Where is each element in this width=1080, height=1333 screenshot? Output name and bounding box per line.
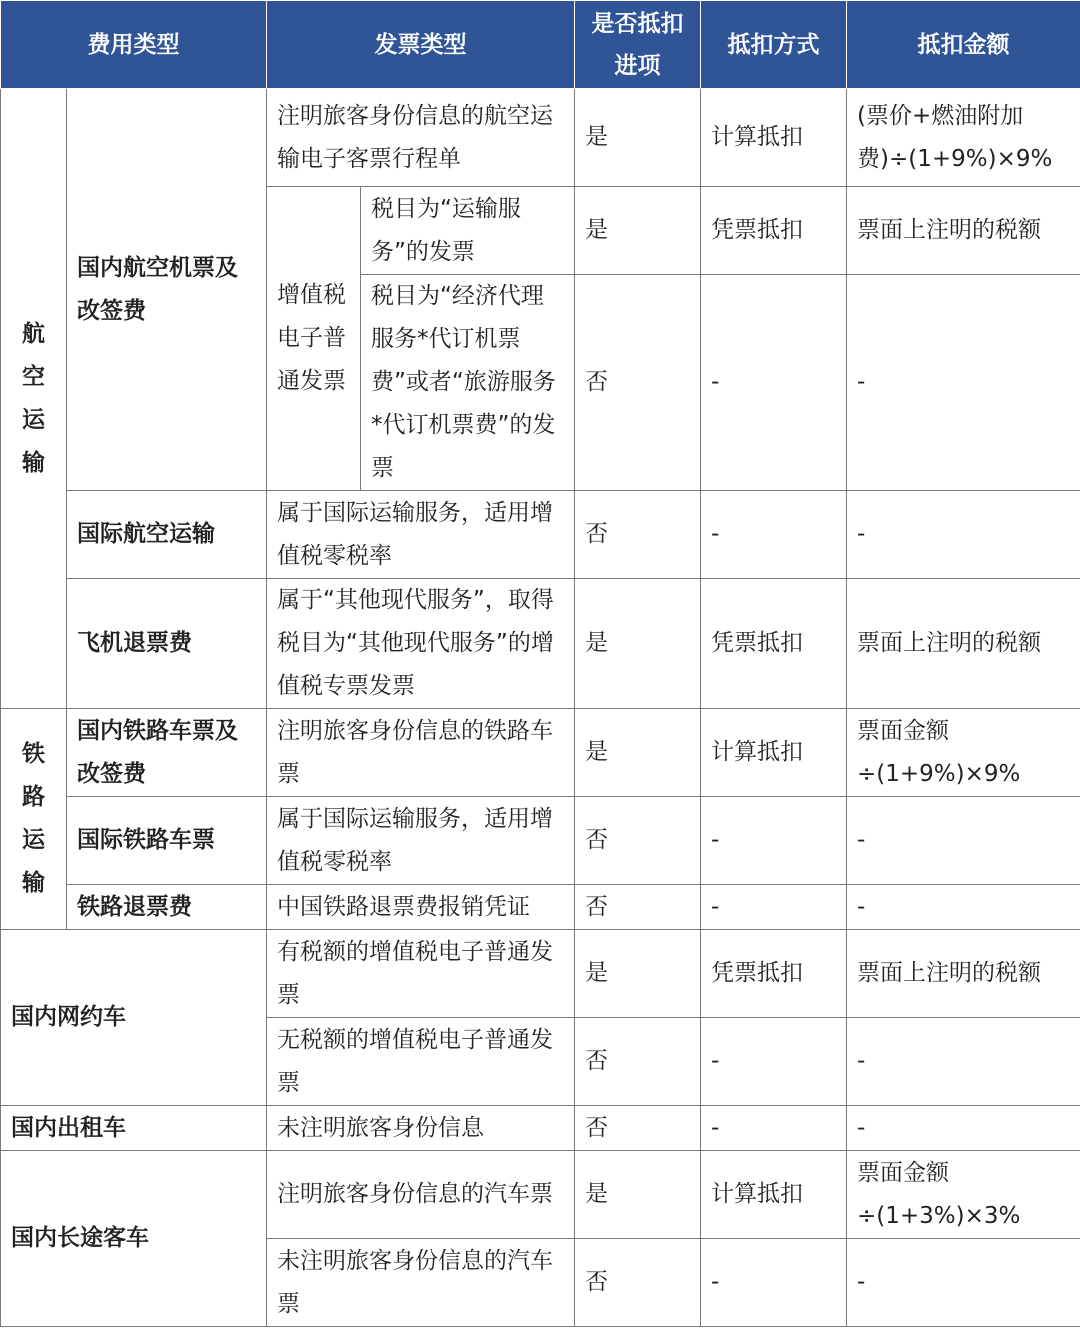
deductible-cell: 是 [575, 187, 701, 275]
amount-cell: 票面上注明的税额 [847, 930, 1080, 1018]
expense-coach: 国内长途客车 [1, 1151, 267, 1327]
amount-cell: - [847, 1239, 1080, 1327]
category-rail: 铁路运输 [1, 709, 67, 930]
amount-cell: 票面上注明的税额 [847, 187, 1080, 275]
expense-international-rail: 国际铁路车票 [67, 797, 267, 885]
amount-cell: - [847, 1018, 1080, 1106]
method-cell: 计算抵扣 [701, 1151, 847, 1239]
table-row [1, 885, 1080, 930]
vat-e-invoice-label: 增值税电子普通发票 [267, 187, 361, 491]
expense-taxi: 国内出租车 [1, 1106, 267, 1151]
table-row [1, 797, 1080, 885]
invoice-cell: 注明旅客身份信息的汽车票 [267, 1151, 575, 1239]
table-row [1, 930, 1080, 1018]
table-row [1, 579, 1080, 709]
invoice-cell: 税目为“运输服务”的发票 [361, 187, 575, 275]
deductible-cell: 否 [575, 491, 701, 579]
amount-cell: - [847, 797, 1080, 885]
amount-cell: - [847, 885, 1080, 930]
invoice-cell: 有税额的增值税电子普通发票 [267, 930, 575, 1018]
deductible-cell: 是 [575, 579, 701, 709]
method-cell: - [701, 1106, 847, 1151]
invoice-cell: 税目为“经济代理服务*代订机票费”或者“旅游服务*代订机票费”的发票 [361, 275, 575, 491]
invoice-cell: 属于国际运输服务，适用增值税零税率 [267, 491, 575, 579]
deductible-cell: 否 [575, 797, 701, 885]
table-row [1, 1106, 1080, 1151]
expense-domestic-air: 国内航空机票及改签费 [67, 89, 267, 491]
table-row [1, 1151, 1080, 1239]
invoice-cell: 属于“其他现代服务”，取得税目为“其他现代服务”的增值税专票发票 [267, 579, 575, 709]
deductible-cell: 是 [575, 930, 701, 1018]
category-air: 航空运输 [1, 89, 67, 709]
table-row [1, 709, 1080, 797]
method-cell: - [701, 275, 847, 491]
header-invoice-type: 发票类型 [267, 1, 575, 89]
table-row [1, 89, 1080, 187]
deductible-cell: 否 [575, 1239, 701, 1327]
header-method: 抵扣方式 [701, 1, 847, 89]
invoice-cell: 未注明旅客身份信息的汽车票 [267, 1239, 575, 1327]
deductible-cell: 否 [575, 1106, 701, 1151]
deductible-cell: 是 [575, 89, 701, 187]
header-expense-type: 费用类型 [1, 1, 267, 89]
expense-international-air: 国际航空运输 [67, 491, 267, 579]
header-deductible: 是否抵扣进项 [575, 1, 701, 89]
expense-air-refund: 飞机退票费 [67, 579, 267, 709]
method-cell: - [701, 1239, 847, 1327]
expense-ride-hailing: 国内网约车 [1, 930, 267, 1106]
method-cell: 凭票抵扣 [701, 930, 847, 1018]
deductible-cell: 否 [575, 1018, 701, 1106]
expense-domestic-rail: 国内铁路车票及改签费 [67, 709, 267, 797]
method-cell: 计算抵扣 [701, 709, 847, 797]
method-cell: - [701, 491, 847, 579]
invoice-cell: 注明旅客身份信息的铁路车票 [267, 709, 575, 797]
invoice-cell: 注明旅客身份信息的航空运输电子客票行程单 [267, 89, 575, 187]
deductible-cell: 否 [575, 885, 701, 930]
method-cell: 凭票抵扣 [701, 187, 847, 275]
amount-cell: 票面金额÷(1+9%)×9% [847, 709, 1080, 797]
method-cell: - [701, 797, 847, 885]
method-cell: - [701, 885, 847, 930]
invoice-cell: 中国铁路退票费报销凭证 [267, 885, 575, 930]
header-row [1, 1, 1080, 89]
amount-cell: (票价+燃油附加费)÷(1+9%)×9% [847, 89, 1080, 187]
invoice-cell: 属于国际运输服务，适用增值税零税率 [267, 797, 575, 885]
method-cell: - [701, 1018, 847, 1106]
invoice-cell: 无税额的增值税电子普通发票 [267, 1018, 575, 1106]
header-amount: 抵扣金额 [847, 1, 1080, 89]
table-row [1, 491, 1080, 579]
amount-cell: 票面上注明的税额 [847, 579, 1080, 709]
invoice-cell: 未注明旅客身份信息 [267, 1106, 575, 1151]
amount-cell: - [847, 275, 1080, 491]
deductible-cell: 否 [575, 275, 701, 491]
deductible-cell: 是 [575, 709, 701, 797]
expense-rail-refund: 铁路退票费 [67, 885, 267, 930]
amount-cell: 票面金额÷(1+3%)×3% [847, 1151, 1080, 1239]
method-cell: 计算抵扣 [701, 89, 847, 187]
method-cell: 凭票抵扣 [701, 579, 847, 709]
amount-cell: - [847, 1106, 1080, 1151]
deductible-cell: 是 [575, 1151, 701, 1239]
amount-cell: - [847, 491, 1080, 579]
